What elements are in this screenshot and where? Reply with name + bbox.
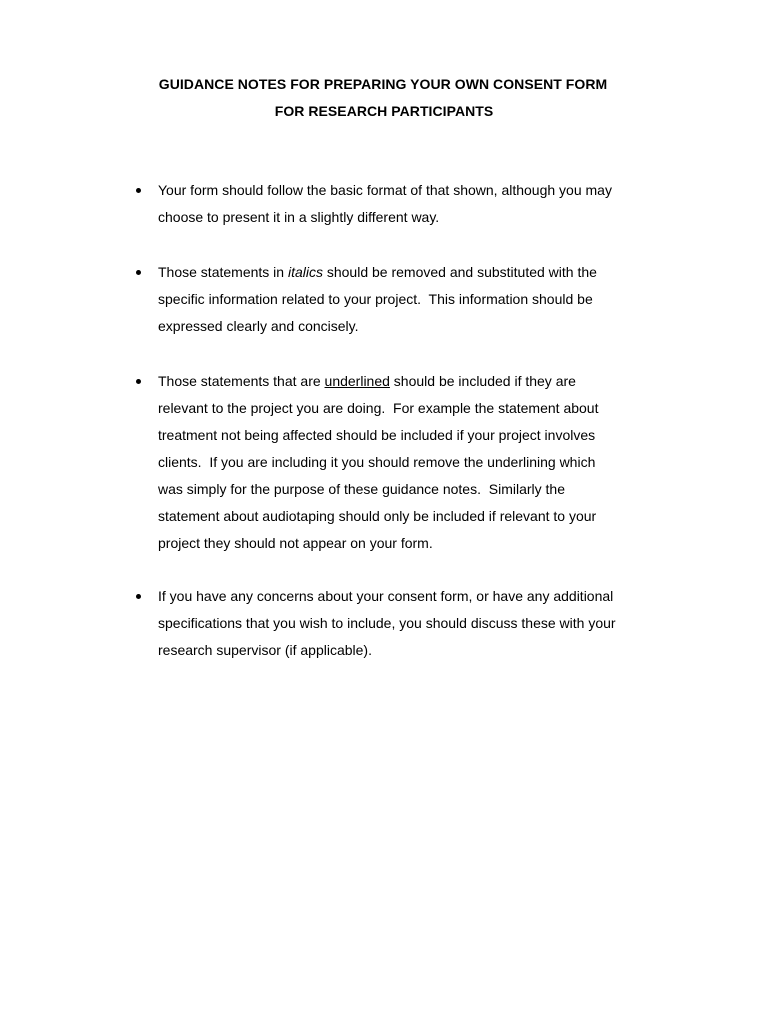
document-title-line-2: FOR RESEARCH PARTICIPANTS bbox=[274, 103, 494, 119]
underlined-text: underlined bbox=[324, 373, 390, 389]
text-line: specific information related to your project. This information should be bbox=[158, 291, 593, 307]
text-line: statement about audiotaping should only be included if relevant to your bbox=[158, 508, 597, 524]
list-item-text bbox=[158, 259, 654, 340]
document-title-line-1: GUIDANCE NOTES FOR PREPARING YOUR OWN CONSENT FORM bbox=[158, 76, 608, 92]
text-line: expressed clearly and concisely. bbox=[158, 318, 359, 334]
italic-text: italics bbox=[287, 264, 323, 280]
text-line: relevant to the project you are doing. For example the statement about bbox=[158, 400, 599, 416]
text-line: specifications that you wish to include, you should discuss these with your bbox=[158, 615, 616, 631]
text-line: was simply for the purpose of these guidance notes. Similarly the bbox=[158, 481, 565, 497]
text-line: project they should not appear on your form. bbox=[158, 535, 433, 551]
text-line: Those statements that are underlined should be included if they are bbox=[158, 373, 576, 389]
list-item-text bbox=[158, 368, 654, 557]
list-item-text bbox=[158, 177, 654, 231]
text-line: Your form should follow the basic format of that shown, although you may bbox=[158, 182, 612, 198]
text-line: Those statements in italics should be removed and substituted with the bbox=[158, 264, 597, 280]
text-line: clients. If you are including it you should remove the underlining which bbox=[158, 454, 596, 470]
text-line: treatment not being affected should be included if your project involves bbox=[158, 427, 596, 443]
text-line: choose to present it in a slightly different way. bbox=[158, 209, 440, 225]
text-line: research supervisor (if applicable). bbox=[158, 642, 372, 658]
text-line: If you have any concerns about your consent form, or have any additional bbox=[158, 588, 614, 604]
list-item-text bbox=[158, 583, 654, 664]
